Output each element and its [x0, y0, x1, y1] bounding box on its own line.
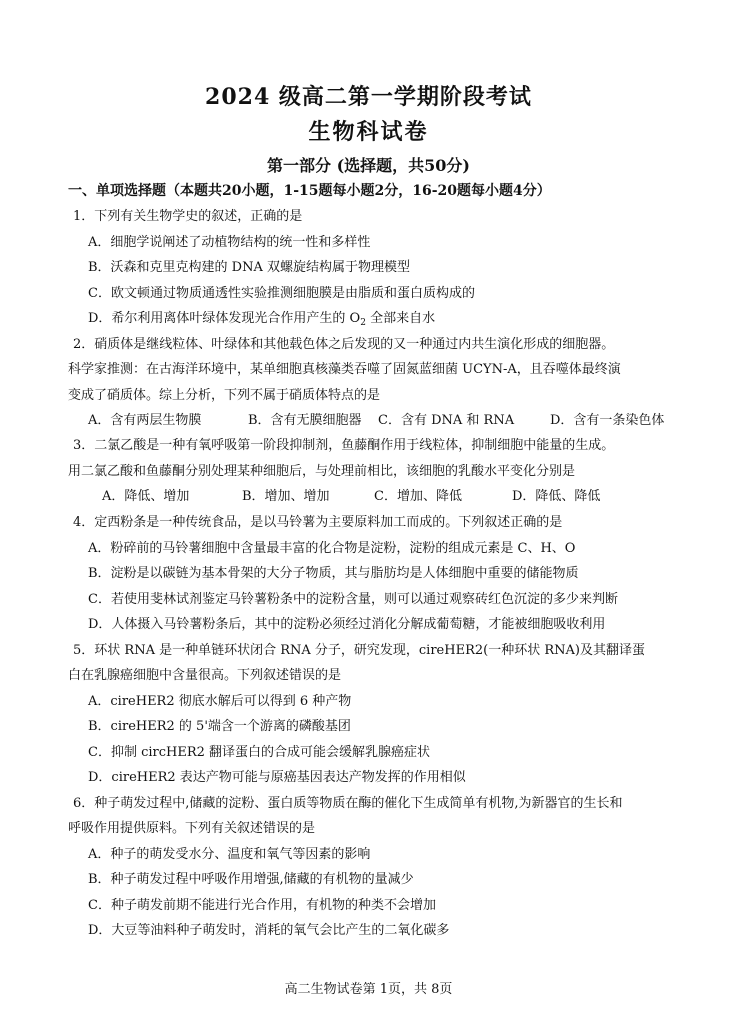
q2-option-d: D．含有一条染色体 [550, 413, 665, 428]
q3-stem-line1: 3．二氯乙酸是一种有氧呼吸第一阶段抑制剂，鱼藤酮作用于线粒体，抑制细胞中能量的生成。 [73, 438, 615, 453]
q2-option-b: B．含有无膜细胞器 [248, 413, 362, 428]
q1-option-b: B．沃森和克里克构建的 DNA 双螺旋结构属于物理模型 [88, 260, 411, 275]
q1-option-d-text: D．希尔利用离体叶绿体发现光合作用产生的 O [88, 311, 361, 326]
q3-stem-line2: 用二氯乙酸和鱼藤酮分别处理某种细胞后，与处理前相比，该细胞的乳酸水平变化分别是 [68, 464, 576, 479]
q3-option-b: B．增加、增加 [242, 489, 330, 504]
q3-option-d: D．降低、降低 [512, 489, 601, 504]
q5-option-c: C．抑制 circHER2 翻译蛋白的合成可能会缓解乳腺癌症状 [88, 745, 431, 760]
q6-option-c: C．种子萌发前期不能进行光合作用，有机物的种类不会增加 [88, 898, 436, 913]
q6-stem-line1: 6．种子萌发过程中,储藏的淀粉、蛋白质等物质在酶的催化下生成简单有机物,为新器官的生长和 [73, 796, 623, 811]
exam-title: 2024 级高二第一学期阶段考试 [205, 84, 532, 110]
q3-option-c: C．增加、降低 [374, 489, 462, 504]
q5-option-a: A．cireHER2 彻底水解后可以得到 6 种产物 [88, 694, 352, 709]
q1-option-d-tail: 全部来自水 [365, 311, 436, 326]
q5-option-b: B．cireHER2 的 5'端含一个游离的磷酸基团 [88, 719, 351, 734]
page-footer: 高二生物试卷第 1页，共 8页 [284, 982, 453, 997]
q4-option-a: A．粉碎前的马铃薯细胞中含量最丰富的化合物是淀粉，淀粉的组成元素是 C、H、O [88, 541, 576, 556]
q6-stem-line2: 呼吸作用提供原料。下列有关叙述错误的是 [68, 821, 316, 836]
q5-stem-line1: 5．环状 RNA 是一种单链环状闭合 RNA 分子，研究发现，cireHER2(一种环状 RNA)及其翻译蛋 [73, 643, 645, 658]
q5-option-d: D．cireHER2 表达产物可能与原癌基因表达产物发挥的作用相似 [88, 770, 466, 785]
q6-option-b: B．种子萌发过程中呼吸作用增强,储藏的有机物的量减少 [88, 872, 414, 887]
q1-option-c: C．欧文顿通过物质通透性实验推测细胞膜是由脂质和蛋白质构成的 [88, 286, 475, 301]
q4-option-d: D．人体摄入马铃薯粉条后，其中的淀粉必须经过消化分解成葡萄糖，才能被细胞吸收利用 [88, 617, 606, 632]
q1-option-d [88, 310, 435, 332]
q6-option-a: A．种子的萌发受水分、温度和氧气等因素的影响 [88, 847, 371, 862]
q1-stem: 1．下列有关生物学史的叙述，正确的是 [73, 209, 303, 224]
q2-stem-line1: 2．硝质体是继线粒体、叶绿体和其他载色体之后发现的又一种通过内共生演化形成的细胞器。 [73, 337, 615, 352]
q2-stem-line2: 科学家推测：在古海洋环境中，某单细胞真核藻类吞噬了固氮蓝细菌 UCYN-A，且吞噬体最终演 [68, 362, 621, 377]
q6-option-d: D．大豆等油料种子萌发时，消耗的氧气会比产生的二氧化碳多 [88, 923, 450, 938]
q4-option-b: B．淀粉是以碳链为基本骨架的大分子物质，其与脂肪均是人体细胞中重要的储能物质 [88, 566, 579, 581]
q2-option-c: C．含有 DNA 和 RNA [378, 413, 515, 428]
part-heading: 第一部分 (选择题，共50分) [267, 156, 470, 175]
subscript: 2 [360, 318, 366, 328]
q4-stem: 4．定西粉条是一种传统食品，是以马铃薯为主要原料加工而成的。下列叙述正确的是 [73, 515, 563, 530]
q1-option-a: A．细胞学说阐述了动植物结构的统一性和多样性 [88, 235, 371, 250]
q2-stem-line3: 变成了硝质体。综上分析，下列不属于硝质体特点的是 [68, 388, 381, 403]
section-heading: 一、单项选择题（本题共20小题，1-15题每小题2分，16-20题每小题4分） [68, 183, 551, 199]
q5-stem-line2: 白在乳腺癌细胞中含量很高。下列叙述错误的是 [68, 668, 342, 683]
q2-option-a: A．含有两层生物膜 [88, 413, 202, 428]
subject-title: 生物科试卷 [308, 119, 429, 145]
q3-option-a: A．降低、增加 [102, 489, 190, 504]
q4-option-c: C．若使用斐林试剂鉴定马铃薯粉条中的淀粉含量，则可以通过观察砖红色沉淀的多少来判断 [88, 592, 618, 607]
